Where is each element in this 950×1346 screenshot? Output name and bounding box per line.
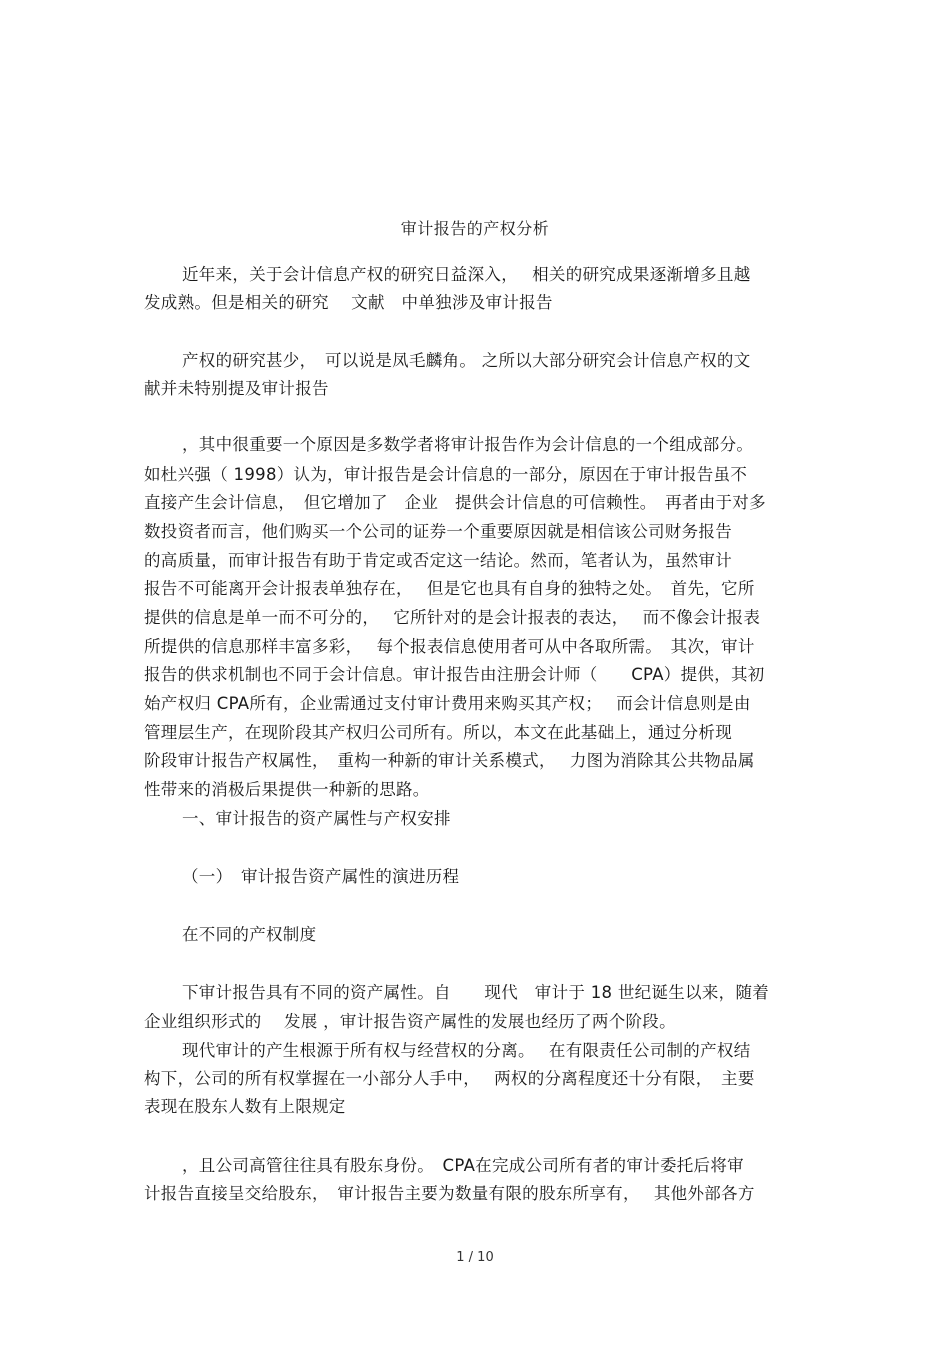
text-line-6: 如杜兴强（ 1998）认为，审计报告是会计信息的一部分，原因在于审计报告虽不 <box>144 465 748 484</box>
text-line-5: ，其中很重要一个原因是多数学者将审计报告作为会计信息的一个组成部分。 <box>182 435 754 454</box>
text-line-24: ，且公司高管往往具有股东身份。 CPA在完成公司所有者的审计委托后将审 <box>182 1156 744 1175</box>
text-line-14: 始产权归 CPA所有，企业需通过支付审计费用来购买其产权； 而会计信息则是由 <box>144 694 751 713</box>
text-line-1: 近年来，关于会计信息产权的研究日益深入， 相关的研究成果逐渐增多且越 <box>182 265 751 284</box>
text-line-4: 献并未特别提及审计报告 <box>144 379 329 398</box>
text-line-7: 直接产生会计信息， 但它增加了 企业 提供会计信息的可信赖性。 再者由于对多 <box>144 493 766 512</box>
text-line-22: 构下，公司的所有权掌握在一小部分人手中， 两权的分离程度还十分有限， 主要 <box>144 1069 755 1088</box>
text-line-2: 发成熟。但是相关的研究 文献 中单独涉及审计报告 <box>144 293 553 312</box>
text-line-13: 报告的供求机制也不同于会计信息。审计报告由注册会计师（ CPA）提供，其初 <box>144 665 765 684</box>
text-line-25: 计报告直接呈交给股东， 审计报告主要为数量有限的股东所享有， 其他外部各方 <box>144 1184 755 1203</box>
text-line-9: 的高质量，而审计报告有助于肯定或否定这一结论。然而，笔者认为，虽然审计 <box>144 551 732 570</box>
subsection-heading-1: （一） 审计报告资产属性的演进历程 <box>182 867 460 886</box>
text-line-18: 在不同的产权制度 <box>182 925 317 944</box>
text-line-16: 阶段审计报告产权属性， 重构一种新的审计关系模式， 力图为消除其公共物品属 <box>144 751 755 770</box>
document-title: 审计报告的产权分析 <box>400 219 550 238</box>
text-line-23: 表现在股东人数有上限规定 <box>144 1097 346 1116</box>
text-line-8: 数投资者而言，他们购买一个公司的证券一个重要原因就是相信该公司财务报告 <box>144 522 732 541</box>
text-line-15: 管理层生产，在现阶段其产权归公司所有。所以，本文在此基础上，通过分析现 <box>144 723 732 742</box>
text-line-11: 提供的信息是单一而不可分的， 它所针对的是会计报表的表达， 而不像会计报表 <box>144 608 761 627</box>
text-line-12: 所提供的信息那样丰富多彩， 每个报表信息使用者可从中各取所需。 其次，审计 <box>144 637 755 656</box>
text-line-20: 企业组织形式的 发展 ，审计报告资产属性的发展也经历了两个阶段。 <box>144 1012 676 1031</box>
text-line-10: 报告不可能离开会计报表单独存在， 但是它也具有自身的独特之处。 首先，它所 <box>144 579 755 598</box>
text-line-21: 现代审计的产生根源于所有权与经营权的分离。 在有限责任公司制的产权结 <box>182 1041 751 1060</box>
page-number: 1 / 10 <box>456 1250 494 1265</box>
text-line-19: 下审计报告具有不同的资产属性。自 现代 审计于 18 世纪诞生以来，随着 <box>182 983 770 1002</box>
section-heading-1: 一、审计报告的资产属性与产权安排 <box>182 809 451 828</box>
text-line-3: 产权的研究甚少， 可以说是凤毛麟角。 之所以大部分研究会计信息产权的文 <box>182 351 751 370</box>
text-line-17: 性带来的消极后果提供一种新的思路。 <box>144 780 430 799</box>
